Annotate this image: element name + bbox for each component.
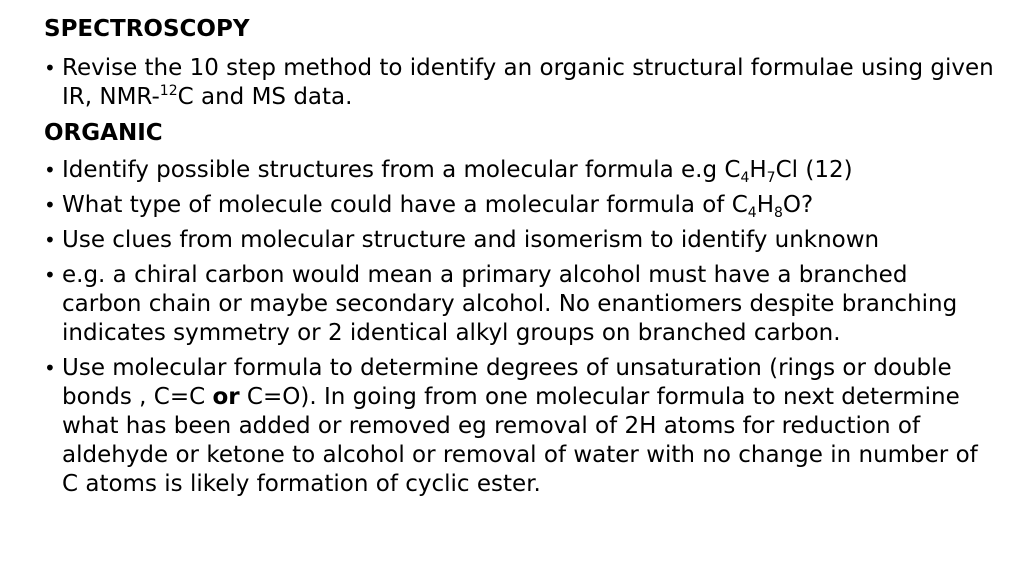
subscript: 7 (766, 170, 776, 186)
organic-heading: ORGANIC (44, 120, 163, 146)
bullet-text-part: Use molecular formula to determine degrees of unsaturation (rings or double bonds , C=C (62, 355, 952, 410)
superscript-12: 12 (159, 83, 178, 99)
bullet-text-part: Identify possible structures from a molecular formula e.g C (62, 157, 741, 183)
bullet-text-part: C and MS data. (177, 84, 353, 110)
bullet-dot-icon: • (44, 193, 56, 217)
bullet-text: Use clues from molecular structure and isomerism to identify unknown (62, 227, 880, 253)
bold-or: or (212, 384, 240, 410)
bullet-text: e.g. a chiral carbon would mean a primary alcohol must have a branched carbon chain or maybe secondary alcohol. No enantiomers despite branching indicates symmetry or 2 identical alkyl groups on branched carbon. (62, 262, 958, 346)
bullet-dot-icon: • (44, 228, 56, 252)
subscript: 4 (747, 205, 757, 221)
subscript: 8 (774, 205, 783, 221)
bullet-dot-icon: • (44, 356, 56, 380)
bullet-text-part: What type of molecule could have a molecular formula of C (62, 192, 748, 218)
bullet-text-part: Cl (12) (775, 157, 853, 183)
organic-bullet-5 (44, 354, 994, 499)
spectroscopy-heading: SPECTROSCOPY (44, 16, 250, 42)
spectroscopy-bullet-1 (44, 54, 994, 112)
bullet-dot-icon: • (44, 56, 56, 80)
bullet-text-part: Revise the 10 step method to identify an organic structural formulae using given IR, NMR- (62, 55, 994, 110)
bullet-dot-icon: • (44, 158, 56, 182)
organic-bullet-2 (44, 191, 994, 220)
spectroscopy-list (44, 54, 994, 112)
subscript: 4 (740, 170, 750, 186)
bullet-text-part: C=O). In going from one molecular formula to next determine what has been added or removed eg removal of 2H atoms for reduction of aldehyde or ketone to alcohol or removal of water with no change in number of C atoms is likely formation of cyclic ester. (62, 384, 978, 497)
organic-bullet-3 (44, 226, 994, 255)
bullet-text-part: H (749, 157, 767, 183)
organic-list (44, 156, 994, 499)
organic-bullet-4 (44, 261, 994, 348)
bullet-dot-icon: • (44, 263, 56, 287)
bullet-text-part: O? (782, 192, 814, 218)
bullet-text-part: H (756, 192, 774, 218)
slide-content (44, 14, 994, 505)
organic-bullet-1 (44, 156, 994, 185)
